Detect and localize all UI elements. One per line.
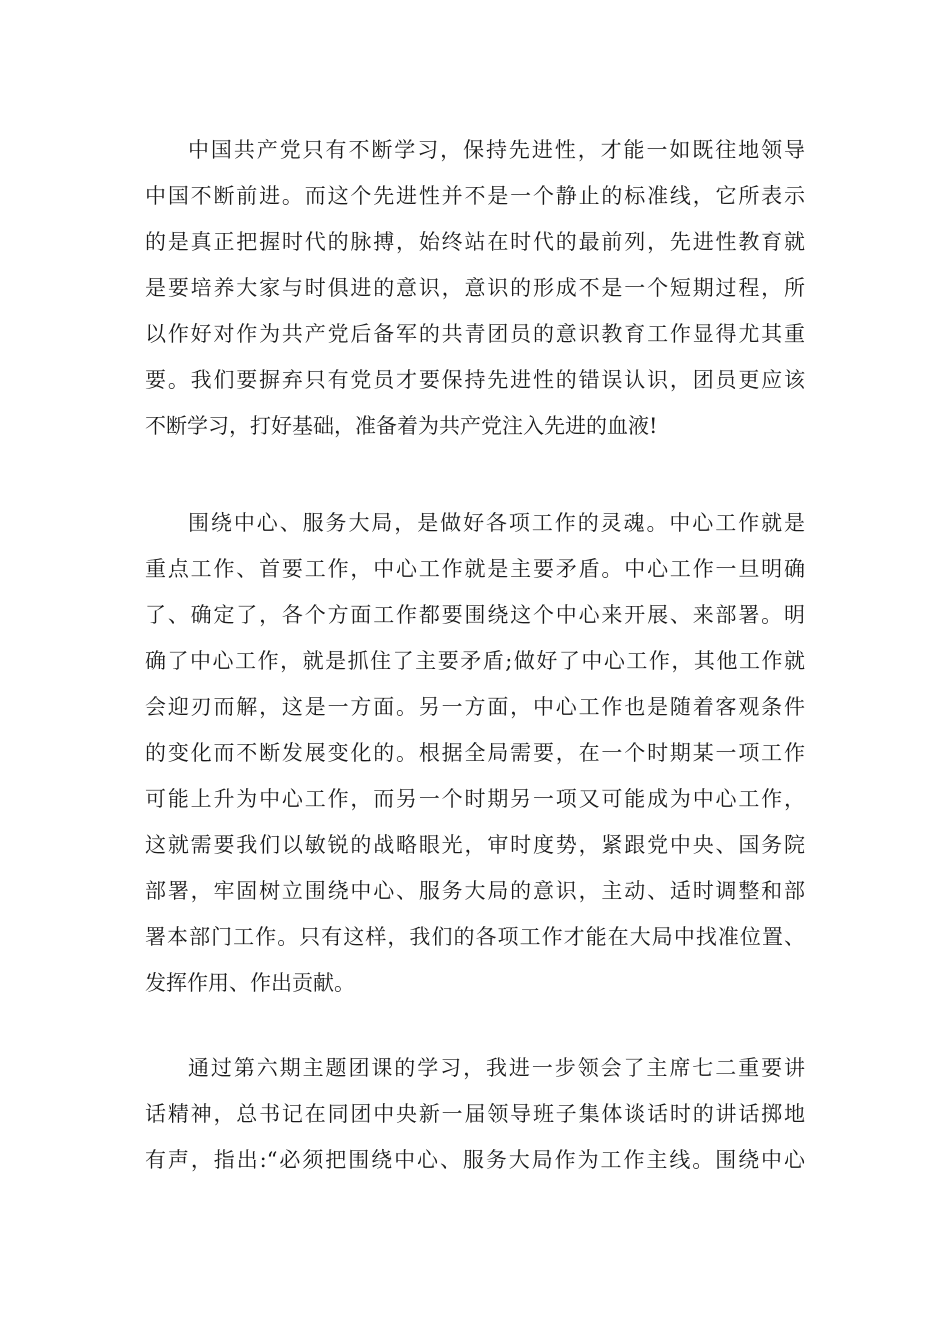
paragraph-line: 了、确定了，各个方面工作都要围绕这个中心来开展、来部署。明 [145,603,805,627]
paragraph-line: 以作好对作为共产党后备军的共青团员的意识教育工作显得尤其重 [145,322,805,346]
paragraph-line: 要。我们要摒弃只有党员才要保持先进性的错误认识，团员更应该 [145,368,805,392]
paragraph-line: 的是真正把握时代的脉搏，始终站在时代的最前列，先进性教育就 [145,230,805,254]
paragraph-line: 部署，牢固树立围绕中心、服务大局的意识，主动、适时调整和部 [145,879,805,903]
paragraph-line: 这就需要我们以敏锐的战略眼光，审时度势，紧跟党中央、国务院 [145,833,805,857]
paragraph-line: 中国共产党只有不断学习，保持先进性，才能一如既往地领导 [188,138,805,162]
paragraph-line: 重点工作、首要工作，中心工作就是主要矛盾。中心工作一旦明确 [145,557,805,581]
paragraph-line: 署本部门工作。只有这样，我们的各项工作才能在大局中找准位置、 [145,925,805,949]
paragraph-line: 的变化而不断发展变化的。根据全局需要，在一个时期某一项工作 [145,741,805,765]
paragraph-line: 是要培养大家与时俱进的意识，意识的形成不是一个短期过程，所 [145,276,805,300]
paragraph-1 [145,127,805,449]
paragraph-line: 话精神，总书记在同团中央新一届领导班子集体谈话时的讲话掷地 [145,1102,805,1126]
paragraph-line: 会迎刃而解，这是一方面。另一方面，中心工作也是随着客观条件 [145,695,805,719]
paragraph-line: 有声，指出:“必须把围绕中心、服务大局作为工作主线。围绕中心 [145,1148,805,1172]
paragraph-3 [145,1045,805,1183]
paragraph-line: 发挥作用、作出贡献。 [145,971,355,995]
paragraph-line: 通过第六期主题团课的学习，我进一步领会了主席七二重要讲 [188,1056,805,1080]
paragraph-line: 不断学习，打好基础，准备着为共产党注入先进的血液! [145,414,658,438]
paragraph-line: 确了中心工作，就是抓住了主要矛盾;做好了中心工作，其他工作就 [145,649,805,673]
paragraph-line: 中国不断前进。而这个先进性并不是一个静止的标准线，它所表示 [145,184,805,208]
paragraph-line: 围绕中心、服务大局，是做好各项工作的灵魂。中心工作就是 [188,511,805,535]
paragraph-line: 可能上升为中心工作，而另一个时期另一项又可能成为中心工作， [145,787,805,811]
paragraph-2 [145,500,805,1006]
